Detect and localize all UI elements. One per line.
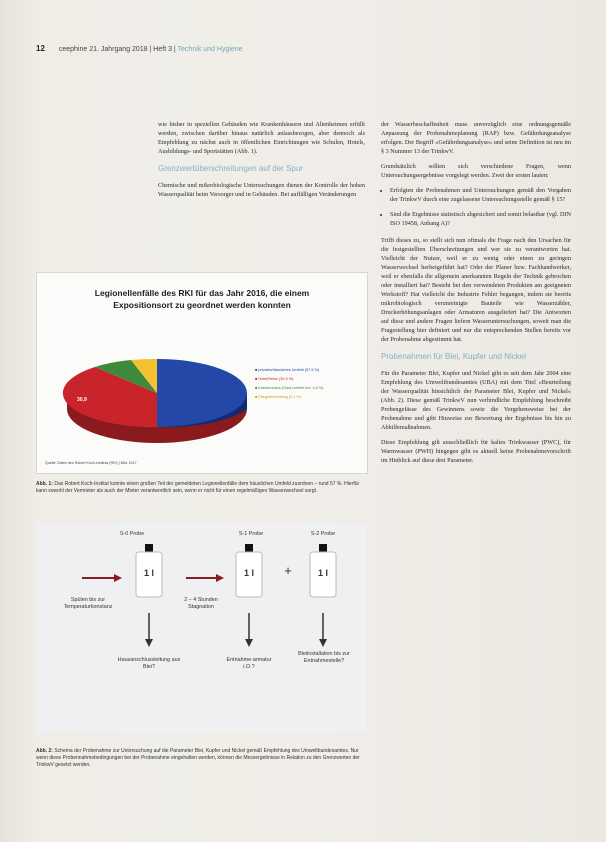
caption-label: Abb. 2: <box>36 748 53 754</box>
step-flush: Spülen bis zur Temperaturkonstanz <box>63 597 113 610</box>
page-header <box>36 44 243 53</box>
legend-item <box>255 368 324 372</box>
page-number: 12 <box>36 44 45 53</box>
question-list <box>381 186 571 228</box>
probe-label-s1: S-1 Probe <box>238 531 264 537</box>
legend-label: ■ privates/häusliches Umfeld (57,5 %) <box>255 368 320 372</box>
left-column <box>158 120 365 205</box>
figure-2-diagram <box>36 523 366 733</box>
right-column <box>381 120 571 471</box>
right-section-heading: Probenahmen für Blei, Kupfer und Nickel <box>381 352 526 361</box>
legend-label: ■ Hotel/Reise (30,9 %) <box>255 377 294 381</box>
magazine-info: ceephine 21. Jahrgang 2018 | Heft 3 | <box>58 46 176 53</box>
right-paragraph-5: Diese Empfehlung gilt ausschließlich für kaltes Trinkwasser (PWC), für Warmwasser (PWH) hingegen gibt es aktuell keine Probenahmevorschrift im Hinblick auf diese drei Parameter. <box>381 439 571 464</box>
list-item: • Erfolgten die Probenahmen und Untersuchungen gemäß den Vorgaben der TrinkwV durch eine zugelassene Untersuchungsstelle gemäß § 15? <box>390 186 571 204</box>
figure-1-title-line-1: Legionellenfälle des RKI für das Jahr 2016, die einem <box>94 288 310 298</box>
left-section-heading: Grenzwertüberschreitungen auf der Spur <box>158 164 303 173</box>
figure-1-title <box>37 287 367 311</box>
caption-label: Abb. 1: <box>36 481 53 487</box>
question-lead-installation: Bleiinstallation bis zur Entnahmestelle? <box>298 651 350 664</box>
left-body-paragraph: Chemische und mikrobiologische Untersuchungen dienen der Kontrolle der hohen Wasserqualität beim Versorger und in Gebäuden. Bei auffälligen Veränderungen <box>158 182 365 198</box>
bottle-cap-s1 <box>245 544 253 552</box>
bottle-cap-s2 <box>319 544 327 552</box>
section-name: Technik und Hygiene <box>177 46 243 53</box>
question-tap: Entnahme-armatur i.O.? <box>226 657 272 670</box>
legend-item <box>255 377 324 381</box>
figure-1-title-line-2: Expositionsort zu geordnet werden konnten <box>113 300 291 310</box>
right-paragraph-3: Trifft dieses zu, so stellt sich nun oftmals die Frage nach den Ursachen für die festgestellten Überschreitungen und wer sie zu verantworten hat. Vielleicht der Nutzer, weil er zu wenig oder einen zu geringen Wasserwechsel herbeigeführt hat? Oder der Planer bzw. Fachhandwerker, weil er ebenfalls die allgemein anerkannten Regeln der Technik gebrochen oder installiert hat? Besteht bei den verwendeten Produkten am geeigneten Werkstoff? Hat vielleicht die Industrie Fehler begangen, indem sie bereits mikrobiologisch verunreinigte Bauteile wie Wasserzähler, Druckerhöhungsanlagen oder Armaturen ausgeliefert hat? Die Antworten auf diese und andere Fragen liefern Wasseruntersuchungen, soweit man die Fragestellung hier definiert und nur die entsprechenden Stellen bereits vor der Probenahme abgestimmt hat. <box>381 237 571 343</box>
arrow-down-2-head <box>245 639 253 647</box>
arrow-down-1-head <box>145 639 153 647</box>
right-paragraph-1: der Wasserbeschaffenheit muss unverzüglich eine ordnungsgemäße Anpassung der Probenahmeplanung (RAP) bzw. Gefährdungsanalyse erfolgen. Der Begriff »Gefährdungsanalyse« und seine Definition ist neu im § 3 Nummer 13 der TrinkwV. <box>381 121 571 155</box>
arrow-down-3-head <box>319 639 327 647</box>
bottle-volume-s0: 1 l <box>143 568 154 578</box>
figure-1-source: Quelle: Daten des Robert Koch-Instituts (RKI) | Bild: 2017 <box>45 461 137 465</box>
bottle-volume-s1: 1 l <box>243 568 254 578</box>
plus-sign: + <box>284 563 292 578</box>
sampling-scheme <box>36 523 366 733</box>
caption-text: Das Robert Koch-Institut konnte einen großen Teil der gemeldeten Legionellenfälle dem häuslichen Umfeld zuordnen – rund 57 %. Hierfür kann sowohl der Vermieter als auch der Mieter verantwortlich sein, wenn er nicht für einen regelmäßigen Wasserwechsel sorgt. <box>36 481 360 494</box>
list-item: • Sind die Ergebnisse statistisch abgesichert und somit belastbar (vgl. DIN ISO 19458, Anhang A)? <box>390 210 571 228</box>
figure-1-legend <box>255 368 324 404</box>
right-paragraph-4: Für die Parameter Blei, Kupfer und Nickel gibt es seit dem Jahr 2004 eine Empfehlung des Umweltbundesamtes (UBA) mit dem Titel »Beurteilung der Wasserqualität hinsichtlich der Parameter Blei, Kupfer und Nickel« (Abb. 2). Diese gemäß TrinkwV nun verbindliche Empfehlung beschreibt Probengefässe des Gewinnens sowie die Vorgehensweise bei der Probenahme und gibt Hinweise zur Bewertung der Ergebnisse bis hin zu Abhilfemaßnahmen. <box>381 370 571 431</box>
probe-label-s2: S-2 Probe <box>310 531 336 537</box>
arrow-right-1-head <box>114 574 122 582</box>
caption-text: Schema der Probenahme zur Untersuchung auf die Parameter Blei, Kupfer und Nickel gemäß Empfehlung des Umweltbundesamtes. Nur wenn diese Probennahmebedingungen bei der Probenahme eingehalten werden, können die Messergebnisse in Relation zu den Grenzwerten der TrinkwV gesetzt werden. <box>36 748 360 768</box>
step-stagnation: 2 – 4 Stunden Stagnation <box>184 597 218 610</box>
right-paragraph-2: Grundsätzlich sollten sich verschiedene Fragen, wenn Untersuchungsergebnisse vorgelegt werden. Zwei der ersten lauten: <box>381 163 571 179</box>
figure-1-chart <box>36 272 368 474</box>
legend-item <box>255 386 324 390</box>
bottle-volume-s2: 1 l <box>317 568 328 578</box>
probe-label-s0: S-0 Probe <box>119 531 145 537</box>
pie-chart <box>57 323 257 453</box>
legend-item <box>255 395 324 399</box>
arrow-right-2-head <box>216 574 224 582</box>
legend-label: ■ Krankenhaus (Gast-Umfeld etc. 4,4 %) <box>255 386 324 390</box>
legend-label: ■ Pflegeeinrichtung (2,1 %) <box>255 395 301 399</box>
question-service-line: Hausanschlussleitung aus Blei? <box>117 657 181 670</box>
left-intro-paragraph: wie bisher in speziellen Gebäuden wie Krankenhäusern und Altenheimen erfüllt werden, zwischen darüber hinaus natürlich anlassbezogen, aber dennoch als Empfehlung zu nächst auch in öffentlichen Einrichtungen wie Schulen, Hotels, Ausbildungs- und Sportstätten (Abb. 1). <box>158 121 365 155</box>
pie-slice-label: 30,9 <box>77 397 87 403</box>
figure-2-caption <box>36 748 366 769</box>
bottle-cap-s0 <box>145 544 153 552</box>
figure-1-caption <box>36 481 366 495</box>
